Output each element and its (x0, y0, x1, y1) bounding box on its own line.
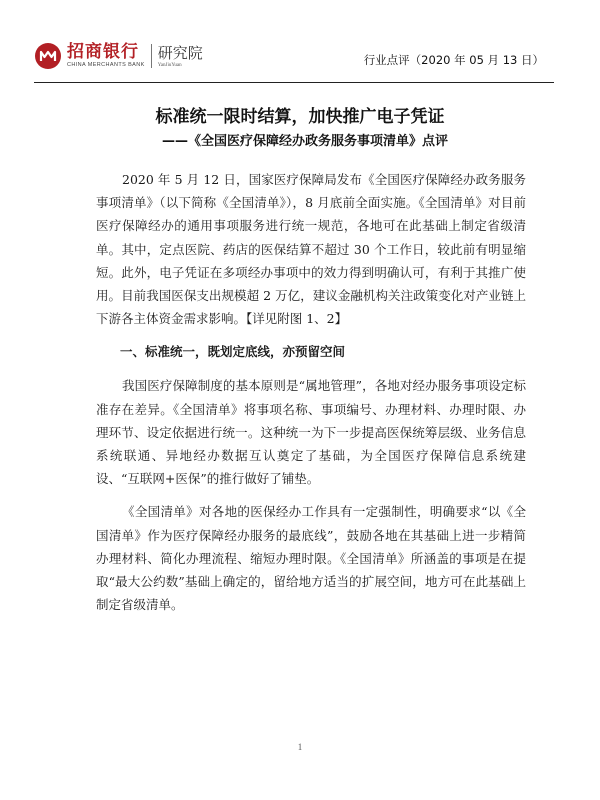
document-body (96, 168, 526, 616)
page-title: 标准统一限时结算，加快推广电子凭证 (155, 107, 445, 127)
paragraph-2: 我国医疗保障制度的基本原则是“属地管理”，各地对经办服务事项设定标准存在差异。《全国清单》将事项名称、事项编号、办理材料、办理时限、办理环节、设定依据进行统一。这种统一为下一步提高医保统筹层级、业务信息系统联通、异地经办数据互认奠定了基础，为全国医疗保障信息系统建设、“互联网+医保”的推行做好了铺垫。 (96, 378, 526, 487)
institute-en: YanJiuYuan (157, 62, 182, 68)
logo-en: CHINA MERCHANTS BANK (67, 62, 145, 68)
institute-cn: 研究院 (157, 43, 203, 62)
page-header (34, 38, 566, 82)
paragraph-summary: 2020 年 5 月 12 日，国家医疗保障局发布《全国医疗保障经办政务服务事项清单》（以下简称《全国清单》），8 月底前全面实施。《全国清单》对目前医疗保障经办的通用事项服务进行统一规范，各地可在此基础上制定省级清单。其中，定点医院、药店的医保结算不超过 30 个工作日，较此前有明显缩短。此外，电子凭证在多项经办事项中的效力得到明确认可，有利于其推广使用。目前我国医保支出规模超 2 万亿，建议金融机构关注政策变化对产业链上下游各主体资金需求影响。【详见附图 1、2】 (96, 172, 526, 327)
logo-divider (151, 44, 152, 68)
logo-text (67, 43, 145, 69)
institute-label (158, 44, 203, 69)
logo-cn: 招商银行 (67, 42, 139, 62)
page-number: 1 (297, 742, 303, 752)
cmb-logo-icon (34, 42, 62, 70)
section-heading-1: 一、标准统一，既划定底线，亦预留空间 (120, 344, 346, 360)
page-subtitle: ——《全国医疗保障经办政务服务事项清单》点评 (162, 134, 449, 149)
header-divider (34, 82, 554, 83)
paragraph-3: 《全国清单》对各地的医保经办工作具有一定强制性，明确要求“以《全国清单》作为医疗保障经办服务的最底线”，鼓励各地在其基础上进一步精简办理材料、简化办理流程、缩短办理时限。《全国清单》所涵盖的事项是在提取“最大公约数”基础上确定的，留给地方适当的扩展空间，地方可在此基础上制定省级清单。 (96, 504, 526, 613)
report-type-date: 行业点评（2020 年 05 月 13 日） (363, 53, 544, 67)
logo (34, 42, 203, 70)
